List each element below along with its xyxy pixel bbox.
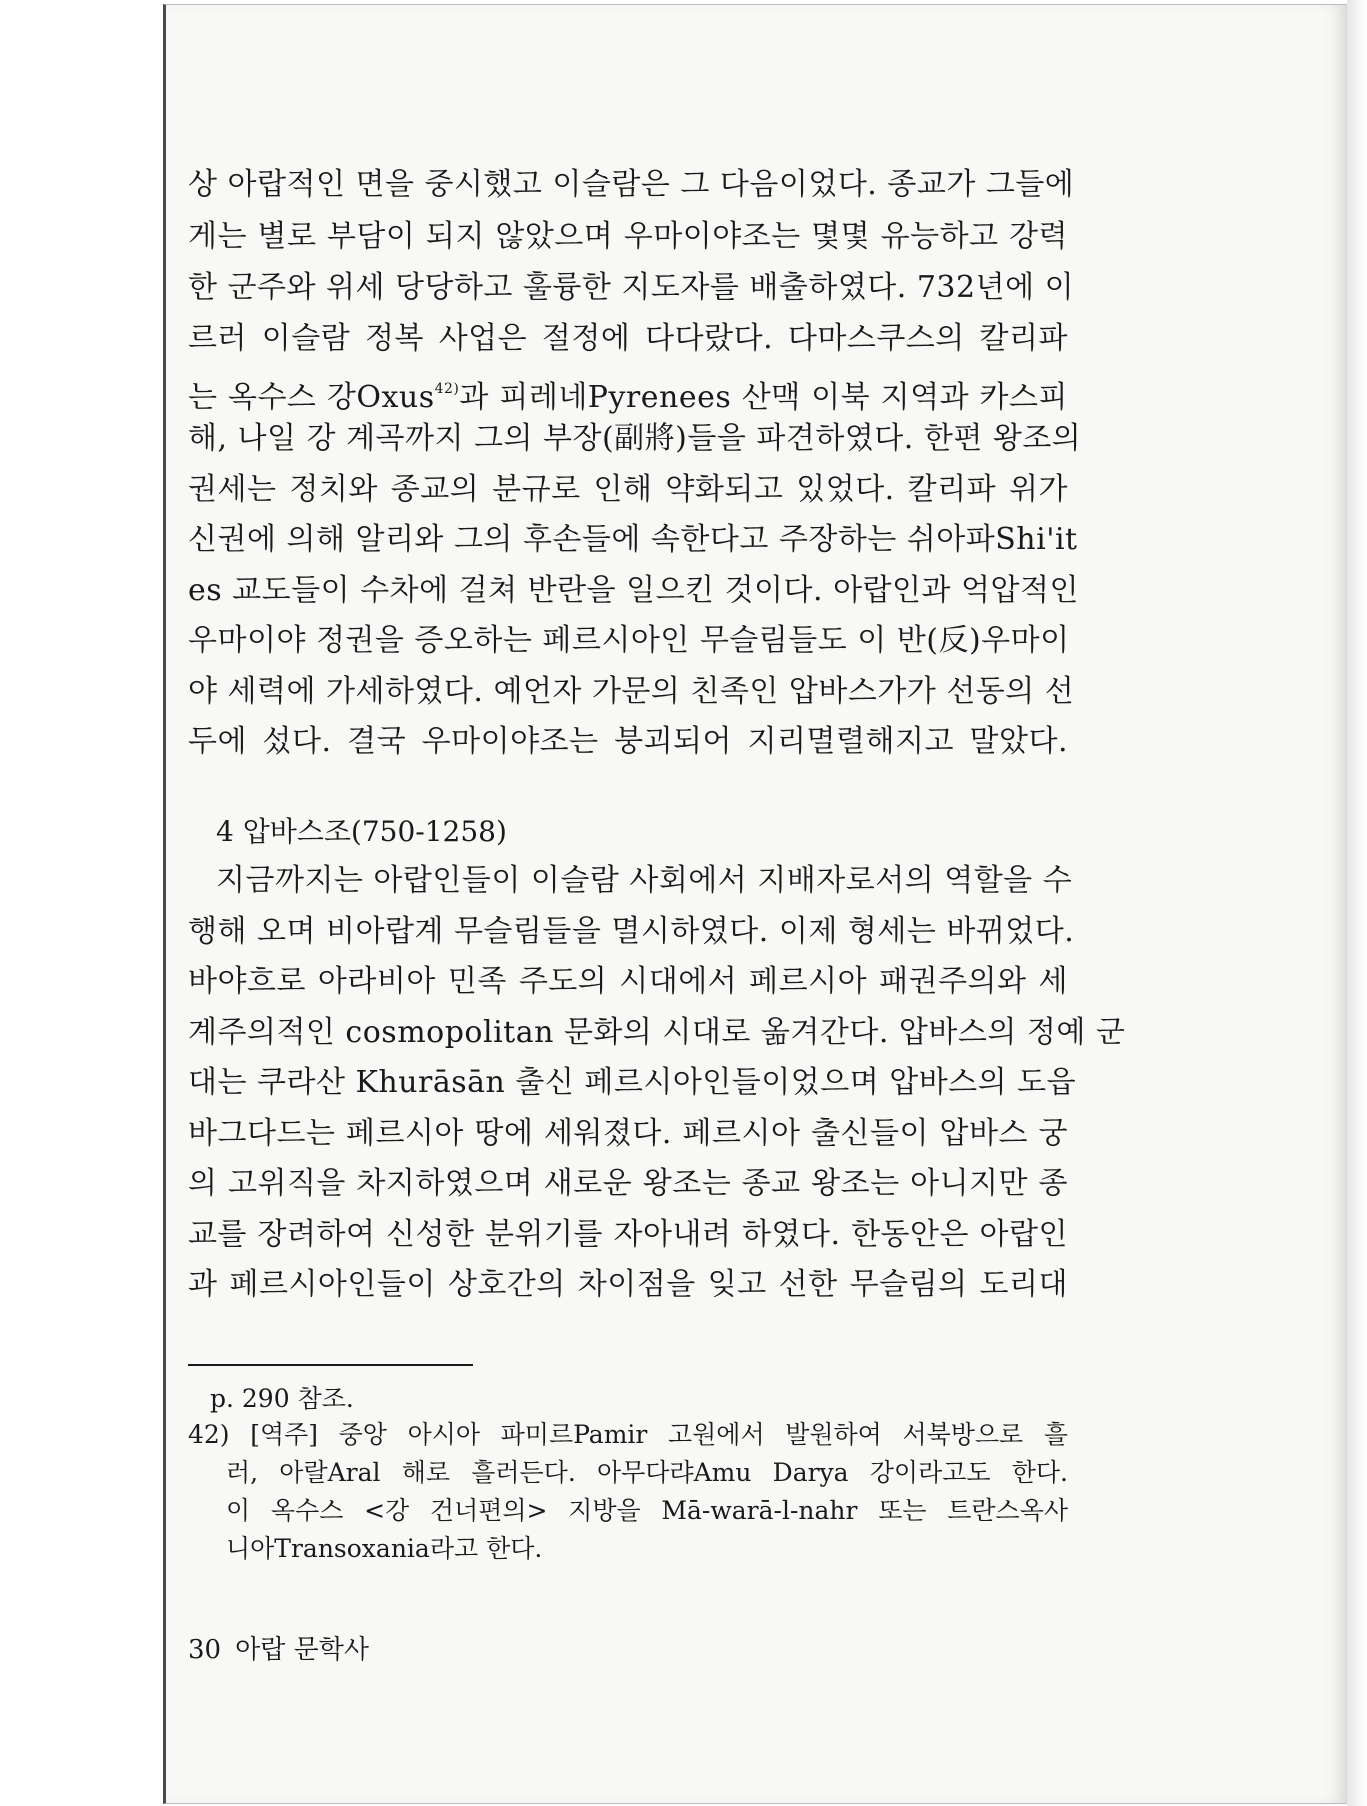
text-line: 게는 별로 부담이 되지 않았으며 우마이야조는 몇몇 유능하고 강력 bbox=[188, 219, 1068, 254]
text-line: 해, 나일 강 계곡까지 그의 부장(副將)들을 파견하였다. 한편 왕조의 bbox=[188, 421, 1082, 456]
footnote-reference[interactable]: 42) bbox=[434, 381, 460, 397]
text-line: 우마이야 정권을 증오하는 페르시아인 무슬림들도 이 반(反)우마이 bbox=[188, 623, 1070, 658]
text-segment: 과 피레네Pyrenees 산맥 이북 지역과 카스피 bbox=[459, 380, 1068, 415]
text-line: 행해 오며 비아랍계 무슬림들을 멸시하였다. 이제 형세는 바뀌었다. bbox=[188, 914, 1075, 949]
text-line: 의 고위직을 차지하였으며 새로운 왕조는 종교 왕조는 아니지만 종 bbox=[188, 1166, 1068, 1201]
text-line: 대는 쿠라산 Khurāsān 출신 페르시아인들이었으며 압바스의 도읍 bbox=[188, 1065, 1077, 1100]
text-line: 한 군주와 위세 당당하고 훌륭한 지도자를 배출하였다. 732년에 이 bbox=[188, 270, 1075, 305]
page-folio bbox=[188, 1631, 369, 1669]
text-segment: 는 옥수스 강Oxus bbox=[188, 380, 435, 415]
text-line-with-footnote bbox=[188, 367, 1068, 415]
footnote-42: 42) [역주] 중앙 아시아 파미르Pamir 고원에서 발원하여 서북방으로 흘 bbox=[188, 1420, 1068, 1449]
running-title: 아랍 문학사 bbox=[235, 1635, 369, 1665]
footnote-rule bbox=[188, 1364, 473, 1366]
text-line: es 교도들이 수차에 걸쳐 반란을 일으킨 것이다. 아랍인과 억압적인 bbox=[188, 573, 1079, 608]
page-edge bbox=[1347, 0, 1367, 1806]
footnote-line: 니아Transoxania라고 한다. bbox=[226, 1534, 543, 1563]
section-heading: 4 압바스조(750-1258) bbox=[216, 815, 507, 848]
footnote-line: 이 옥수스 <강 건너편의> 지방을 Mā-warā-l-nahr 또는 트란스옥사 bbox=[226, 1496, 1068, 1525]
footnote-line: 러, 아랄Aral 해로 흘러든다. 아무다랴Amu Darya 강이라고도 한다. bbox=[226, 1458, 1068, 1487]
text-line: 지금까지는 아랍인들이 이슬람 사회에서 지배자로서의 역할을 수 bbox=[216, 863, 1073, 898]
text-line: 과 페르시아인들이 상호간의 차이점을 잊고 선한 무슬림의 도리대 bbox=[188, 1267, 1068, 1302]
text-line: 교를 장려하여 신성한 분위기를 자아내려 하였다. 한동안은 아랍인 bbox=[188, 1217, 1068, 1252]
left-margin bbox=[0, 0, 160, 1806]
text-line: 권세는 정치와 종교의 분규로 인해 약화되고 있었다. 칼리파 위가 bbox=[188, 472, 1068, 507]
text-line: 계주의적인 cosmopolitan 문화의 시대로 옮겨간다. 압바스의 정예 군 bbox=[188, 1015, 1126, 1050]
text-line: 두에 섰다. 결국 우마이야조는 붕괴되어 지리멸렬해지고 말았다. bbox=[188, 724, 1068, 759]
text-line: 바야흐로 아라비아 민족 주도의 시대에서 페르시아 패권주의와 세 bbox=[188, 964, 1068, 999]
text-line: 르러 이슬람 정복 사업은 절정에 다다랐다. 다마스쿠스의 칼리파 bbox=[188, 321, 1068, 356]
text-line: 상 아랍적인 면을 중시했고 이슬람은 그 다음이었다. 종교가 그들에 bbox=[188, 167, 1075, 202]
footnote-continued: p. 290 참조. bbox=[210, 1384, 354, 1413]
text-line: 신권에 의해 알리와 그의 후손들에 속한다고 주장하는 쉬아파Shi'it bbox=[188, 522, 1078, 557]
page-number: 30 bbox=[188, 1635, 222, 1665]
text-line: 야 세력에 가세하였다. 예언자 가문의 친족인 압바스가가 선동의 선 bbox=[188, 674, 1075, 709]
text-line: 바그다드는 페르시아 땅에 세워졌다. 페르시아 출신들이 압바스 궁 bbox=[188, 1116, 1068, 1151]
